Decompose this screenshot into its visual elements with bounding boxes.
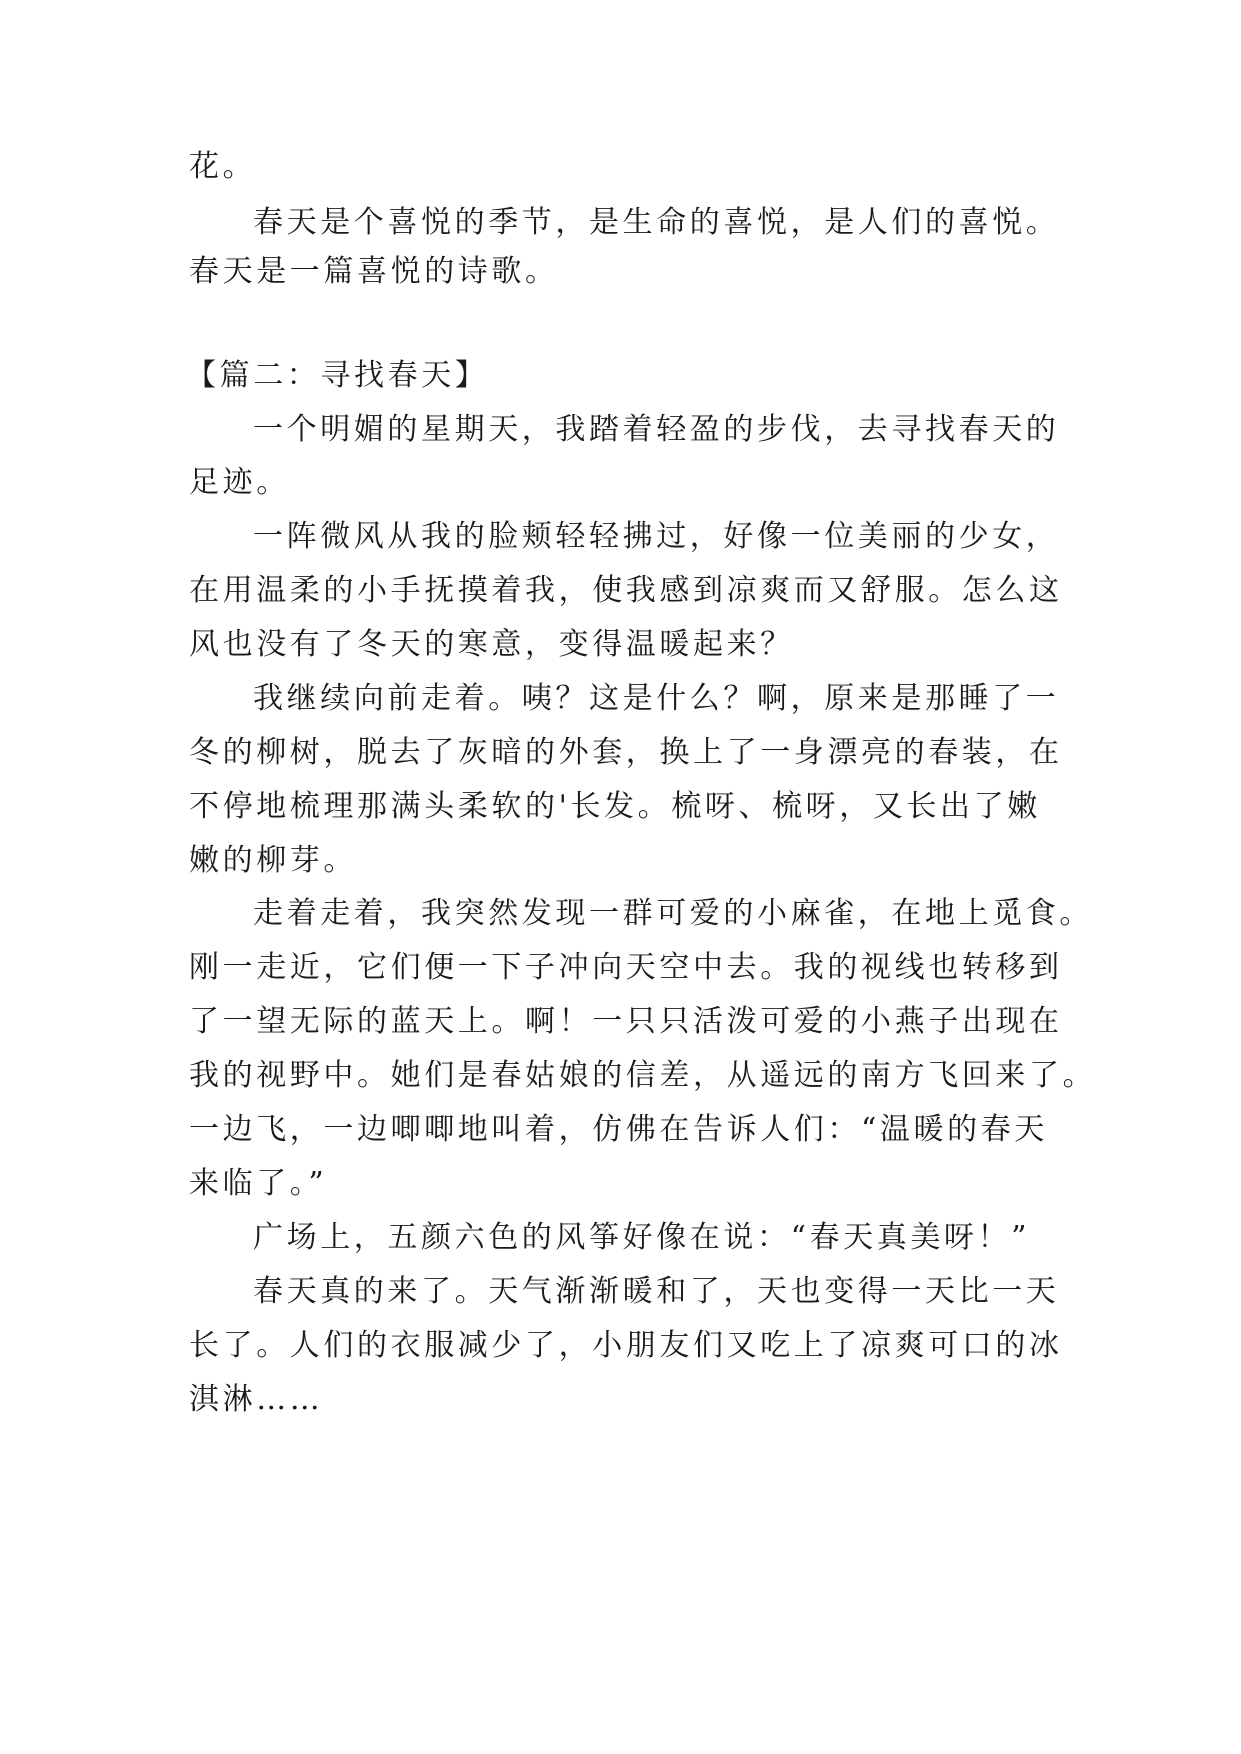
text-line: 足迹。 (189, 465, 290, 500)
text-line: 春天是一篇喜悦的诗歌。 (189, 254, 559, 289)
text-line: 花。 (189, 149, 257, 184)
paragraph-first-line: 一阵微风从我的脸颊轻轻拂过，好像一位美丽的少女， (253, 519, 1060, 554)
text-line: 冬的柳树，脱去了灰暗的外套，换上了一身漂亮的春装，在 (189, 735, 1063, 770)
paragraph-first-line: 春天是个喜悦的季节，是生命的喜悦，是人们的喜悦。 (253, 205, 1060, 240)
section-heading: 【篇二：寻找春天】 (186, 358, 489, 393)
paragraph-first-line: 春天真的来了。天气渐渐暖和了，天也变得一天比一天 (253, 1274, 1060, 1309)
text-line: 一边飞，一边唧唧地叫着，仿佛在告诉人们：“温暖的春天 (189, 1112, 1048, 1147)
text-line: 刚一走近，它们便一下子冲向天空中去。我的视线也转移到 (189, 950, 1063, 985)
text-line: 在用温柔的小手抚摸着我，使我感到凉爽而又舒服。怎么这 (189, 573, 1063, 608)
text-line: 来临了。” (189, 1166, 328, 1201)
text-line: 不停地梳理那满头柔软的'长发。梳呀、梳呀，又长出了嫩 (189, 789, 1041, 824)
text-line: 长了。人们的衣服减少了，小朋友们又吃上了凉爽可口的冰 (189, 1328, 1063, 1363)
text-line: 风也没有了冬天的寒意，变得温暖起来？ (189, 627, 794, 662)
text-line: 了一望无际的蓝天上。啊！一只只活泼可爱的小燕子出现在 (189, 1004, 1063, 1039)
text-line: 淇淋…… (189, 1382, 324, 1417)
paragraph-first-line: 广场上，五颜六色的风筝好像在说：“春天真美呀！” (253, 1220, 1031, 1255)
text-line: 我的视野中。她们是春姑娘的信差，从遥远的南方飞回来了。 (189, 1058, 1097, 1093)
paragraph-first-line: 一个明媚的星期天，我踏着轻盈的步伐，去寻找春天的 (253, 412, 1060, 447)
paragraph-first-line: 我继续向前走着。咦？这是什么？啊，原来是那睡了一 (253, 681, 1060, 716)
text-line: 嫩的柳芽。 (189, 843, 357, 878)
paragraph-first-line: 走着走着，我突然发现一群可爱的小麻雀，在地上觅食。 (253, 896, 1093, 931)
